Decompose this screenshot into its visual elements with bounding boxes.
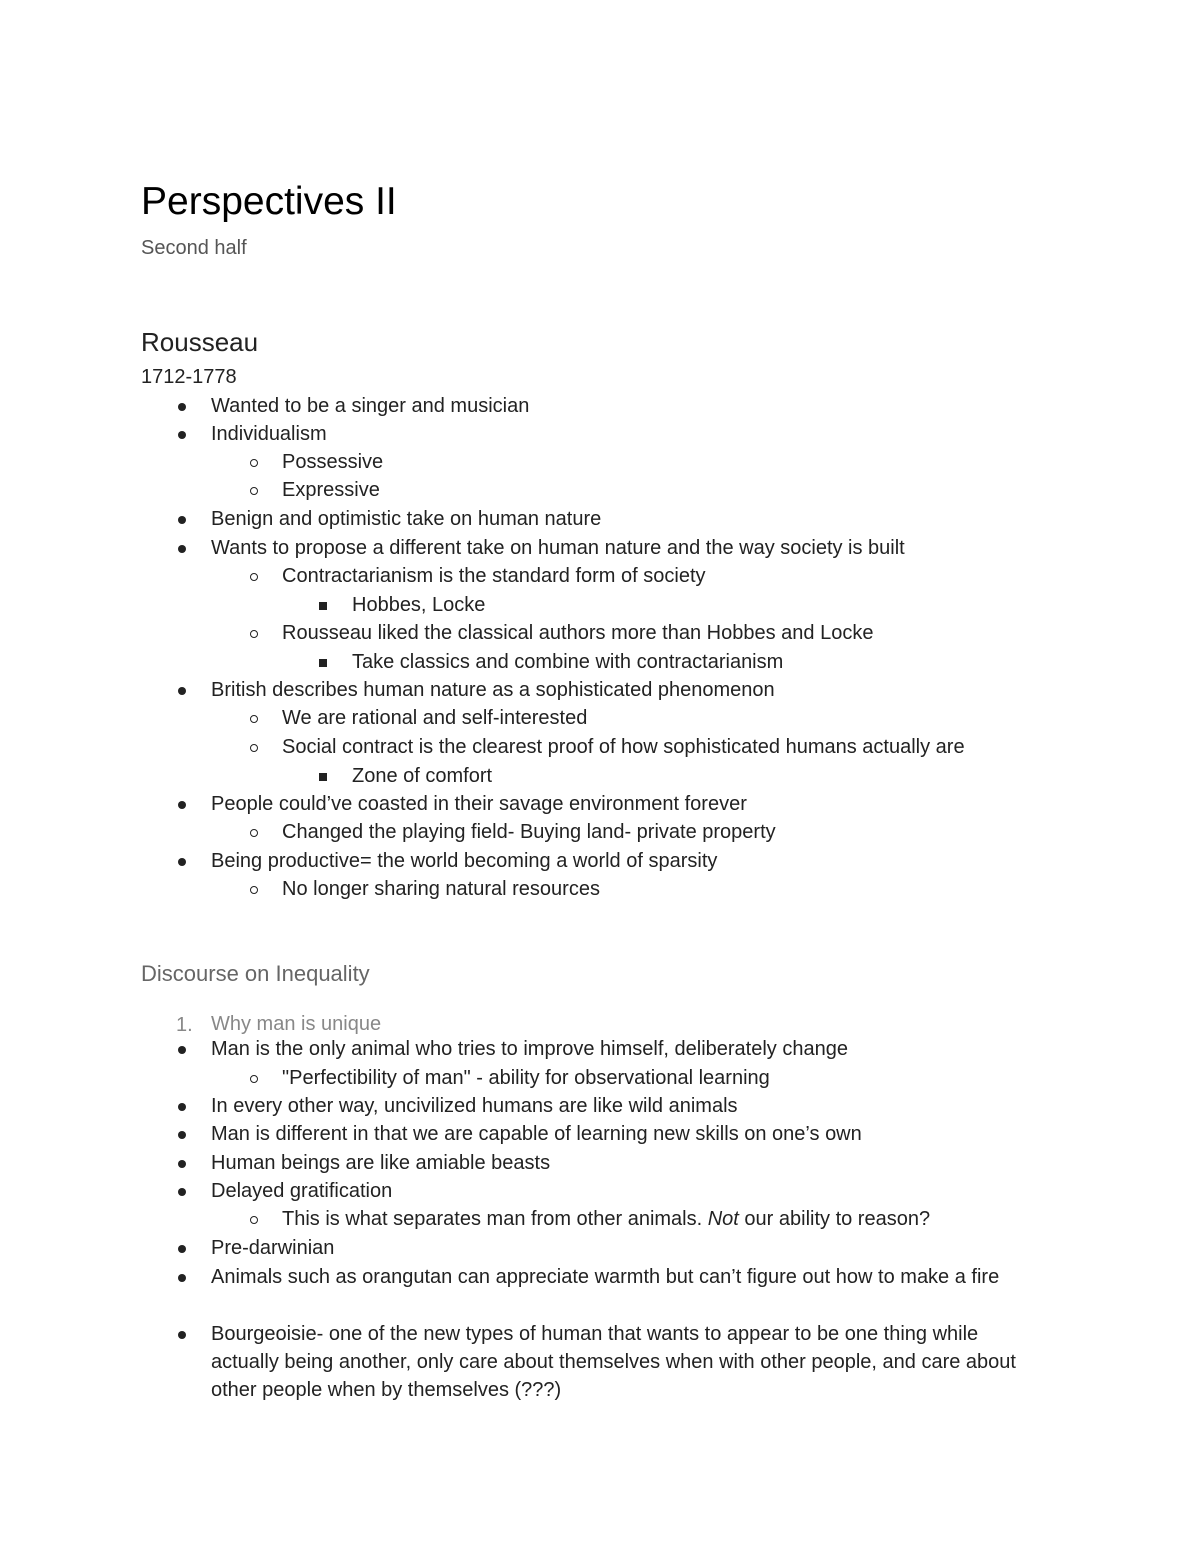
bullet-disc [178, 1188, 186, 1196]
bullet-disc [178, 403, 186, 411]
bullet-disc [178, 1046, 186, 1054]
list-item: Take classics and combine with contractarianism [352, 651, 784, 673]
bullet-circle [250, 630, 258, 638]
bullet-circle [250, 886, 258, 894]
bullet-disc [178, 801, 186, 809]
numbered-list-item: Why man is unique [211, 1013, 382, 1035]
bullet-disc [178, 516, 186, 524]
list-item: Wants to propose a different take on human nature and the way society is built [211, 537, 905, 559]
bullet-disc [178, 1160, 186, 1168]
list-item: Being productive= the world becoming a world of sparsity [211, 850, 718, 872]
list-item: Benign and optimistic take on human nature [211, 508, 602, 530]
bullet-disc [178, 687, 186, 695]
list-item: Hobbes, Locke [352, 594, 486, 616]
list-item: Wanted to be a singer and musician [211, 395, 530, 417]
list-item [282, 1205, 930, 1233]
list-item: No longer sharing natural resources [282, 878, 600, 900]
bullet-square [319, 659, 327, 667]
list-item: Delayed gratification [211, 1180, 393, 1202]
bullet-disc [178, 1245, 186, 1253]
bullet-circle [250, 715, 258, 723]
list-item: Man is different in that we are capable of learning new skills on one’s own [211, 1123, 862, 1145]
list-item: Rousseau liked the classical authors more than Hobbes and Locke [282, 622, 874, 644]
list-item: Animals such as orangutan can appreciate warmth but can’t figure out how to make a fire [211, 1266, 1000, 1288]
list-item: Pre-darwinian [211, 1237, 335, 1259]
list-item: Human beings are like amiable beasts [211, 1152, 551, 1174]
list-item: Changed the playing field- Buying land- private property [282, 821, 776, 843]
bullet-disc [178, 1274, 186, 1282]
list-item: Man is the only animal who tries to improve himself, deliberately change [211, 1038, 848, 1060]
list-number: 1. [176, 1014, 193, 1036]
bullet-circle [250, 573, 258, 581]
list-item: "Perfectibility of man" - ability for observational learning [282, 1067, 770, 1089]
bullet-circle [250, 1216, 258, 1224]
list-item-text: This is what separates man from other animals. [282, 1208, 708, 1230]
bullet-disc [178, 858, 186, 866]
bullet-square [319, 773, 327, 781]
list-item: Bourgeoisie- one of the new types of human that wants to appear to be one thing while actually being another, only care about themselves when with other people, and care about other people when by themselves (???) [211, 1323, 1016, 1401]
emphasis-text: Not [707, 1208, 739, 1230]
bullet-disc [178, 1103, 186, 1111]
list-item: In every other way, uncivilized humans are like wild animals [211, 1095, 738, 1117]
section-heading-rousseau: Rousseau [141, 327, 259, 357]
list-item: Individualism [211, 423, 327, 445]
bullet-disc [178, 1331, 186, 1339]
bullet-square [319, 602, 327, 610]
bullet-circle [250, 487, 258, 495]
list-item-text: our ability to reason? [738, 1208, 931, 1230]
bullet-circle [250, 744, 258, 752]
bullet-disc [178, 431, 186, 439]
list-item: Social contract is the clearest proof of how sophisticated humans actually are [282, 736, 965, 758]
list-item: Contractarianism is the standard form of society [282, 565, 706, 587]
bullet-disc [178, 545, 186, 553]
list-item: Expressive [282, 479, 380, 501]
document-subtitle: Second half [141, 237, 247, 259]
bullet-circle [250, 829, 258, 837]
list-item: Possessive [282, 451, 384, 473]
bullet-circle [250, 459, 258, 467]
list-item: People could’ve coasted in their savage environment forever [211, 793, 747, 815]
list-item: We are rational and self-interested [282, 707, 588, 729]
document-title: Perspectives II [141, 180, 397, 223]
list-item: British describes human nature as a sophisticated phenomenon [211, 679, 775, 701]
rousseau-dates: 1712-1778 [141, 366, 237, 388]
list-item: Zone of comfort [352, 765, 493, 787]
bullet-disc [178, 1131, 186, 1139]
section-heading-discourse: Discourse on Inequality [141, 961, 370, 986]
bullet-circle [250, 1075, 258, 1083]
